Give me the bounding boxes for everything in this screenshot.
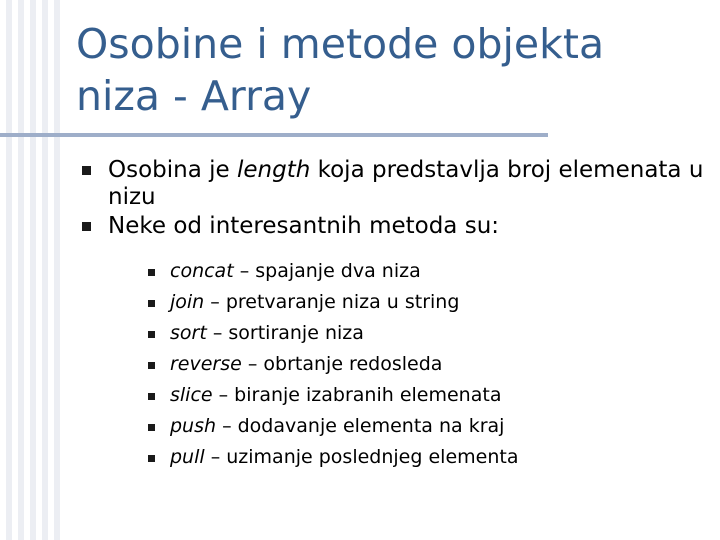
method-desc: – pretvaranje niza u string: [204, 291, 460, 313]
bullet-item-methods: [76, 213, 706, 473]
method-item-concat: [108, 256, 706, 287]
method-item-push: [108, 411, 706, 442]
square-bullet-icon: [148, 455, 155, 462]
method-term: join: [170, 291, 205, 313]
method-item-join: [108, 287, 706, 318]
bullet-list: [76, 157, 706, 475]
bullet-term-length: length: [236, 157, 311, 183]
method-term: sort: [170, 322, 207, 344]
method-desc: – dodavanje elementa na kraj: [216, 415, 505, 437]
method-desc: – biranje izabranih elemenata: [212, 384, 502, 406]
method-term: pull: [170, 446, 205, 468]
method-item-slice: [108, 380, 706, 411]
square-bullet-icon: [148, 424, 155, 431]
square-bullet-icon: [148, 300, 155, 307]
method-term: push: [170, 415, 217, 437]
method-desc: – obrtanje redosleda: [241, 353, 443, 375]
square-bullet-icon: [82, 166, 91, 175]
method-item-reverse: [108, 349, 706, 380]
bullet-text-pre: Osobina je: [108, 157, 237, 183]
square-bullet-icon: [148, 393, 155, 400]
square-bullet-icon: [82, 222, 91, 231]
method-term: reverse: [170, 353, 242, 375]
square-bullet-icon: [148, 362, 155, 369]
square-bullet-icon: [148, 331, 155, 338]
left-striped-background: [0, 0, 60, 540]
method-item-sort: [108, 318, 706, 349]
square-bullet-icon: [148, 269, 155, 276]
bullet-text-post: koja predstavlja broj elemenata u nizu: [108, 157, 704, 210]
slide-title: [76, 18, 706, 122]
bullet-text-methods: Neke od interesantnih metoda su:: [108, 213, 500, 239]
title-underline: [0, 133, 548, 137]
method-item-pull: [108, 442, 706, 473]
method-term: slice: [170, 384, 213, 406]
method-term: concat: [170, 260, 234, 282]
title-line-1: Osobine i metode objekta: [76, 20, 605, 68]
method-desc: – spajanje dva niza: [233, 260, 421, 282]
method-desc: – sortiranje niza: [206, 322, 364, 344]
method-desc: – uzimanje poslednjeg elementa: [204, 446, 519, 468]
title-line-2: niza - Array: [76, 72, 312, 120]
bullet-item-length: [76, 157, 706, 211]
methods-sublist: [108, 256, 706, 473]
